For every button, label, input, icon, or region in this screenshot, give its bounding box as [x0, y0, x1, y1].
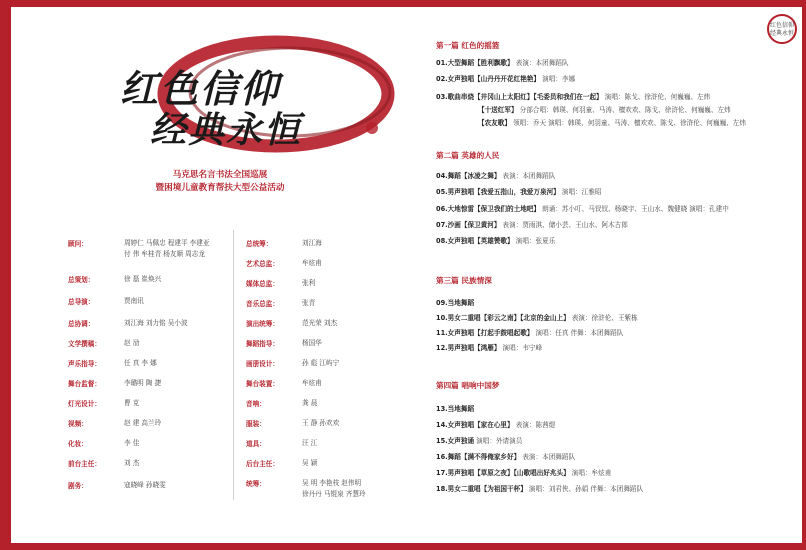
credit-label: 前台主任： — [68, 460, 101, 468]
credit-label: 化妆： — [68, 440, 88, 448]
credit-row — [68, 378, 161, 389]
program-item: 11.女声独唱【打起手鼓唱起歌】 演唱：任真 伴舞：本团舞蹈队 — [436, 329, 624, 337]
credit-value: 牟炫甫 — [302, 379, 322, 387]
credit-value: 寇晓峰 孙晓雯 — [124, 481, 166, 489]
credit-value: 任 真 李 娜 — [124, 359, 157, 367]
credit-label: 总策划： — [68, 276, 95, 284]
credit-row — [246, 338, 322, 349]
credit-label: 音乐总监： — [246, 300, 279, 308]
seal-logo — [765, 12, 799, 46]
subtitle-line-2: 暨困境儿童教育帮扶大型公益活动 — [155, 183, 285, 193]
program-item: 14.女声独唱【家在心里】 表演：陈茜缇 — [436, 421, 556, 429]
program-item: 12.男声独唱【鸿雁】 演唱：韦宁峰 — [436, 344, 543, 352]
credit-row — [68, 458, 139, 469]
svg-text:经典永恒: 经典永恒 — [769, 30, 795, 37]
credits-divider — [233, 230, 234, 500]
credit-row — [68, 238, 209, 260]
credit-row — [246, 418, 339, 429]
credit-value: 李璐明 陶 捷 — [124, 379, 162, 387]
credit-label: 道具： — [246, 440, 266, 448]
credit-label: 演出统筹： — [246, 320, 279, 328]
credit-value: 赵 劢 — [124, 339, 140, 347]
credit-label: 舞台装置： — [246, 380, 279, 388]
credit-label: 服装： — [246, 420, 266, 428]
credit-label: 舞台监督： — [68, 380, 101, 388]
program-item: 08.女声独唱【英雄赞歌】 演唱：张夏乐 — [436, 237, 556, 245]
credit-value: 刘江海 — [302, 239, 322, 247]
credit-value: 龚 晨 — [302, 399, 318, 407]
credit-row — [246, 298, 315, 309]
credit-label: 总协调： — [68, 320, 95, 328]
credit-row — [246, 278, 315, 289]
credit-row — [68, 318, 188, 329]
credit-row — [246, 438, 317, 449]
program-section-title: 第四篇 唱响中国梦 — [436, 381, 500, 390]
program-item: 15.女声独诵 演唱：外请演员 — [436, 437, 523, 445]
credit-label: 画册设计： — [246, 360, 279, 368]
credit-label: 总导演： — [68, 298, 95, 306]
credit-row — [246, 398, 317, 409]
credit-label: 舞蹈指导： — [246, 340, 279, 348]
credit-value: 周婷仁 马佩忠 程建平 李建亚 付 伟 牟桂青 杨友顺 周志龙 — [124, 239, 210, 258]
program-item: 04.舞蹈【冰凌之舞】 表演：本团舞蹈队 — [436, 172, 556, 180]
credit-value: 汪 江 — [302, 439, 318, 447]
program-item: 16.舞蹈【满不得俺家乡好】 表演：本团舞蹈队 — [436, 453, 576, 461]
program-section-title: 第三篇 民族情深 — [436, 276, 492, 285]
calligraphy-title — [120, 58, 310, 151]
credit-value: 孙 彪 江屿宁 — [302, 359, 340, 367]
program-section-title: 第二篇 英雄的人民 — [436, 151, 500, 160]
program-item: 09.当地舞蹈 — [436, 299, 475, 307]
program-item: 02.女声独唱【山丹丹开花红艳艳】 演唱：李娜 — [436, 75, 576, 83]
program-item: 05.男声独唱【我爱五指山，我爱万泉河】 演唱：江雅昭 — [436, 188, 602, 196]
program-item: 10.男女二重唱【彩云之南】【北京的金山上】 表演：徐浒伦、王紫栋 — [436, 314, 638, 322]
credit-row — [68, 296, 144, 307]
credit-label: 统筹： — [246, 480, 266, 488]
program-item: 07.沙画【保卫黄河】 表演：贾雨淇、储小芸、王山水、阿木古郎 — [436, 221, 628, 229]
credit-value: 刘 杰 — [124, 459, 140, 467]
credit-value: 张利 — [302, 279, 316, 287]
credit-value: 贾南讯 — [124, 297, 144, 305]
credit-value: 吴 颖 — [302, 459, 318, 467]
credit-row — [68, 438, 139, 449]
program-item: 18.男女二重唱【为祖国干杯】 演唱：刘君侠、孙娟 伴舞：本团舞蹈队 — [436, 485, 644, 493]
credit-value: 王 静 孙欢欢 — [302, 419, 340, 427]
credit-row — [246, 458, 317, 469]
credit-label: 媒体总监： — [246, 280, 279, 288]
credit-value: 杨国华 — [302, 339, 322, 347]
subtitle-line-1: 马克思名言书法全国巡展 — [172, 170, 268, 180]
credit-value: 牟炫甫 — [302, 259, 322, 267]
credit-row — [246, 358, 339, 369]
credit-label: 视频： — [68, 420, 88, 428]
credit-value: 徐 磊 崔焕兴 — [124, 275, 162, 283]
credit-row — [68, 398, 139, 409]
program-section-title: 第一篇 红色的摇篮 — [436, 41, 500, 50]
credit-label: 灯光设计： — [68, 400, 101, 408]
credit-value: 李 佳 — [124, 439, 140, 447]
credit-row — [68, 418, 161, 429]
title-line-1: 红色信仰 — [120, 66, 281, 111]
credit-row — [68, 358, 157, 369]
credit-value: 张青 — [302, 299, 316, 307]
credit-value: 刘江海 刘力铭 吴小波 — [124, 319, 188, 327]
credit-label: 音响： — [246, 400, 266, 408]
credit-row — [246, 478, 366, 500]
credit-value: 范光荣 刘杰 — [302, 319, 338, 327]
credit-label: 文学撰稿： — [68, 340, 101, 348]
credit-label: 顾问： — [68, 240, 88, 248]
bottom-border — [0, 543, 806, 550]
credit-row — [68, 274, 161, 285]
credit-label: 剧务： — [68, 482, 88, 490]
top-border — [0, 0, 806, 7]
credit-value: 曹 克 — [124, 399, 140, 407]
program-item: 06.大地惊雷【保卫我们的土地吧】 朗诵：苏小叮、马钗钗、杨晓宇、王山水、魏健晓 演唱：孔建中 — [436, 205, 729, 213]
program-item: 【农友歌】 领唱：乔天 演唱：韩瑛、何羽童、马涛、檀欢欢、陈戈、徐浒伦、何巍巍、左炜 — [478, 119, 746, 127]
credit-row — [246, 258, 322, 269]
credit-label: 声乐指导： — [68, 360, 101, 368]
credit-label: 总统筹： — [246, 240, 273, 248]
svg-text:红色信仰: 红色信仰 — [769, 22, 795, 29]
program-item: 03.歌曲串烧【井冈山上太阳红】【毛委员和我们在一起】 演唱：陈戈、徐浒伦、何巍巍、左炜 — [436, 93, 711, 101]
credit-row — [246, 238, 322, 249]
credit-value: 赵 建 高兰玲 — [124, 419, 162, 427]
credit-value: 吴 明 李艳枝 赵伟明 徐丹丹 马锟泉 齐慧玲 — [302, 479, 366, 498]
credit-row — [246, 378, 322, 389]
left-border — [0, 0, 11, 550]
right-border — [802, 0, 806, 550]
credit-row — [68, 338, 139, 349]
credit-label: 艺术总监： — [246, 260, 279, 268]
program-item: 01.大型舞蹈【胜利飘歌】 表演：本团舞蹈队 — [436, 59, 569, 67]
program-item: 17.男声独唱【草原之夜】【山歌唱出好兆头】 演唱：牟炫甫 — [436, 469, 612, 477]
program-item: 13.当地舞蹈 — [436, 405, 475, 413]
credit-row — [68, 480, 166, 491]
program-item: 【十送红军】 分部合唱：韩瑛、何羽童、马涛、檀欢欢、陈戈、徐浒伦、何巍巍、左炜 — [478, 106, 731, 114]
credit-row — [246, 318, 337, 329]
title-line-2: 经典永恒 — [150, 109, 303, 151]
credit-label: 后台主任： — [246, 460, 279, 468]
